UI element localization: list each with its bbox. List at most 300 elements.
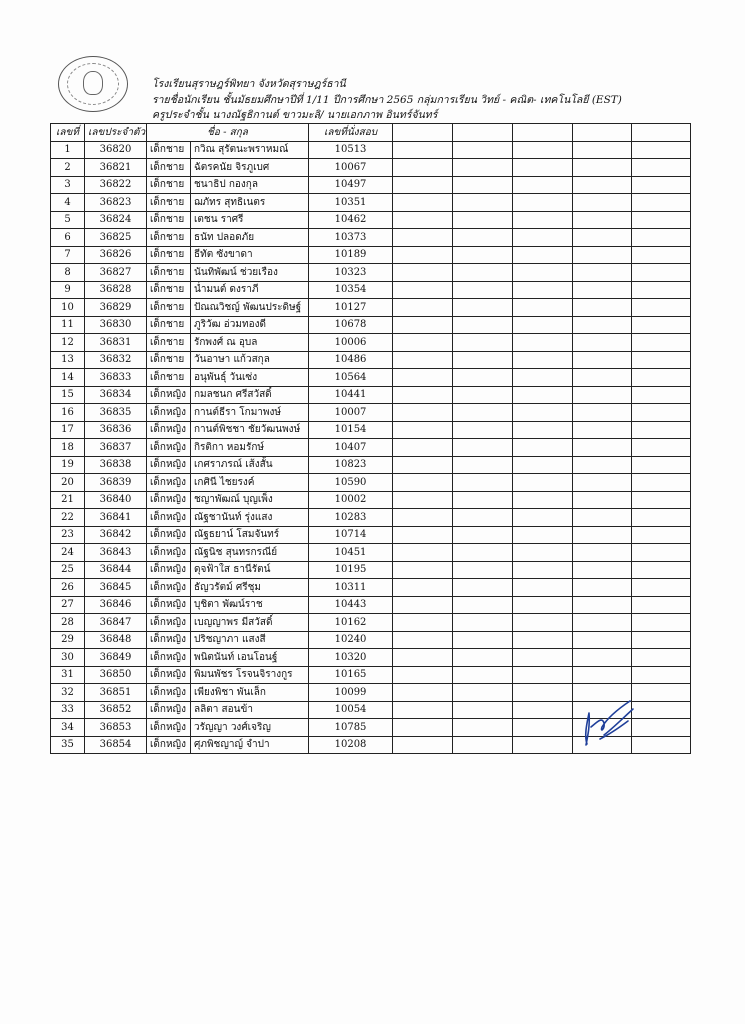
blank-cell [573,474,632,492]
student-name-cell: เบญญาพร มีสวัสดิ์ [191,614,309,632]
blank-cell [453,404,513,422]
row-number-cell: 8 [51,264,85,282]
column-header: ชื่อ - สกุล [147,124,309,142]
blank-cell [393,404,453,422]
row-number-cell: 20 [51,474,85,492]
student-name-cell: กิรติกา หอมรักษ์ [191,439,309,457]
student-name-cell: พิมนพัชร โรจนจิรางกูร [191,666,309,684]
blank-cell [632,246,691,264]
school-name-line: โรงเรียนสุราษฎร์พิทยา จังหวัดสุราษฎร์ธานี [152,78,346,90]
blank-cell [453,719,513,737]
name-prefix-cell: เด็กหญิง [147,719,191,737]
blank-cell [453,159,513,177]
blank-cell [573,334,632,352]
student-id-cell: 36826 [85,246,147,264]
exam-seat-cell: 10678 [309,316,393,334]
blank-cell [513,474,573,492]
blank-cell [513,264,573,282]
blank-cell [573,491,632,509]
row-number-cell: 27 [51,596,85,614]
row-number-cell: 22 [51,509,85,527]
blank-cell [453,421,513,439]
blank-cell [393,719,453,737]
name-prefix-cell: เด็กหญิง [147,544,191,562]
blank-cell [573,614,632,632]
row-number-cell: 15 [51,386,85,404]
blank-cell [513,229,573,247]
blank-cell [453,684,513,702]
table-row [51,176,691,194]
blank-cell [632,264,691,282]
blank-cell [393,526,453,544]
blank-cell [393,614,453,632]
exam-seat-cell: 10462 [309,211,393,229]
blank-cell [513,281,573,299]
blank-cell [453,456,513,474]
exam-seat-cell: 10714 [309,526,393,544]
row-number-cell: 4 [51,194,85,212]
exam-seat-cell: 10354 [309,281,393,299]
blank-cell [393,544,453,562]
row-number-cell: 13 [51,351,85,369]
blank-cell [453,544,513,562]
blank-cell [453,299,513,317]
blank-cell [513,701,573,719]
exam-seat-cell: 10373 [309,229,393,247]
row-number-cell: 11 [51,316,85,334]
blank-cell [632,666,691,684]
blank-cell [393,561,453,579]
row-number-cell: 2 [51,159,85,177]
student-name-cell: บุชิตา พัฒน์ราช [191,596,309,614]
blank-cell [513,614,573,632]
row-number-cell: 23 [51,526,85,544]
blank-cell [513,211,573,229]
exam-seat-cell: 10441 [309,386,393,404]
blank-cell [513,456,573,474]
blank-cell [513,631,573,649]
table-row [51,596,691,614]
exam-seat-cell: 10785 [309,719,393,737]
table-row [51,474,691,492]
blank-cell [513,141,573,159]
blank-cell [453,386,513,404]
blank-cell [573,194,632,212]
blank-cell [393,631,453,649]
blank-cell [513,561,573,579]
blank-cell [632,719,691,737]
student-name-cell: ณัฐชานันท์ รุ่งแสง [191,509,309,527]
student-name-cell: ปริชญาภา แสงสี [191,631,309,649]
blank-cell [573,386,632,404]
exam-seat-cell: 10165 [309,666,393,684]
blank-cell [453,439,513,457]
student-id-cell: 36839 [85,474,147,492]
row-number-cell: 19 [51,456,85,474]
student-id-cell: 36851 [85,684,147,702]
blank-cell [632,141,691,159]
blank-cell [393,141,453,159]
student-name-cell: ธนัท ปลอดภัย [191,229,309,247]
name-prefix-cell: เด็กหญิง [147,579,191,597]
blank-cell [453,736,513,754]
exam-seat-cell: 10497 [309,176,393,194]
blank-cell [573,666,632,684]
exam-seat-cell: 10323 [309,264,393,282]
student-id-cell: 36831 [85,334,147,352]
blank-cell [513,404,573,422]
name-prefix-cell: เด็กหญิง [147,649,191,667]
student-name-cell: ดุจฟ้าใส ธานีรัตน์ [191,561,309,579]
exam-seat-cell: 10590 [309,474,393,492]
name-prefix-cell: เด็กหญิง [147,614,191,632]
blank-cell [513,684,573,702]
exam-seat-cell: 10823 [309,456,393,474]
column-header [513,124,573,142]
row-number-cell: 18 [51,439,85,457]
blank-cell [573,421,632,439]
blank-cell [632,386,691,404]
name-prefix-cell: เด็กหญิง [147,631,191,649]
blank-cell [453,211,513,229]
blank-cell [513,509,573,527]
blank-cell [573,596,632,614]
row-number-cell: 1 [51,141,85,159]
blank-cell [513,439,573,457]
blank-cell [632,439,691,457]
blank-cell [573,211,632,229]
row-number-cell: 28 [51,614,85,632]
exam-seat-cell: 10443 [309,596,393,614]
name-prefix-cell: เด็กชาย [147,316,191,334]
name-prefix-cell: เด็กหญิง [147,596,191,614]
student-id-cell: 36854 [85,736,147,754]
name-prefix-cell: เด็กชาย [147,141,191,159]
name-prefix-cell: เด็กหญิง [147,474,191,492]
student-id-cell: 36838 [85,456,147,474]
student-id-cell: 36843 [85,544,147,562]
blank-cell [393,736,453,754]
student-id-cell: 36823 [85,194,147,212]
column-header: เลขที่นั่งสอบ [309,124,393,142]
student-id-cell: 36848 [85,631,147,649]
name-prefix-cell: เด็กหญิง [147,456,191,474]
table-row [51,666,691,684]
blank-cell [453,194,513,212]
student-id-cell: 36850 [85,666,147,684]
blank-cell [513,246,573,264]
student-name-cell: นันทิพัฒน์ ช่วยเรือง [191,264,309,282]
student-name-cell: กานต์พิชชา ชัยวัฒนพงษ์ [191,421,309,439]
blank-cell [453,579,513,597]
blank-cell [632,544,691,562]
name-prefix-cell: เด็กหญิง [147,509,191,527]
exam-seat-cell: 10240 [309,631,393,649]
blank-cell [632,491,691,509]
blank-cell [513,421,573,439]
blank-cell [393,194,453,212]
blank-cell [453,316,513,334]
blank-cell [453,246,513,264]
name-prefix-cell: เด็กหญิง [147,526,191,544]
table-row [51,386,691,404]
blank-cell [573,316,632,334]
row-number-cell: 30 [51,649,85,667]
table-row [51,194,691,212]
blank-cell [393,456,453,474]
name-prefix-cell: เด็กหญิง [147,561,191,579]
blank-cell [453,701,513,719]
blank-cell [393,334,453,352]
student-name-cell: เพียงพิชา พันเล็ก [191,684,309,702]
column-header [453,124,513,142]
blank-cell [632,299,691,317]
blank-cell [573,281,632,299]
name-prefix-cell: เด็กชาย [147,159,191,177]
student-name-cell: ณัฐนิช สุนทรกรณีย์ [191,544,309,562]
column-header [632,124,691,142]
exam-seat-cell: 10564 [309,369,393,387]
row-number-cell: 29 [51,631,85,649]
row-number-cell: 9 [51,281,85,299]
table-row [51,456,691,474]
row-number-cell: 21 [51,491,85,509]
exam-seat-cell: 10513 [309,141,393,159]
blank-cell [573,141,632,159]
student-name-cell: เกศินี ไชยรงค์ [191,474,309,492]
row-number-cell: 10 [51,299,85,317]
blank-cell [453,631,513,649]
blank-cell [513,596,573,614]
student-name-cell: น่ำมนต์ ดงราภี [191,281,309,299]
student-name-cell: ฌภัทร สุทธิเนตร [191,194,309,212]
blank-cell [573,299,632,317]
student-id-cell: 36821 [85,159,147,177]
student-name-cell: ชนาธิป กองกุล [191,176,309,194]
student-name-cell: เตชน ราศรี [191,211,309,229]
blank-cell [632,579,691,597]
exam-seat-cell: 10067 [309,159,393,177]
blank-cell [393,316,453,334]
blank-cell [632,159,691,177]
exam-seat-cell: 10195 [309,561,393,579]
row-number-cell: 17 [51,421,85,439]
student-name-cell: ณัฐธยาน์ โสมจันทร์ [191,526,309,544]
row-number-cell: 12 [51,334,85,352]
blank-cell [513,369,573,387]
blank-cell [513,176,573,194]
blank-cell [573,561,632,579]
row-number-cell: 7 [51,246,85,264]
blank-cell [453,176,513,194]
blank-cell [393,264,453,282]
blank-cell [632,509,691,527]
student-name-cell: กวิณ สุรัตนะพราหมณ์ [191,141,309,159]
name-prefix-cell: เด็กชาย [147,176,191,194]
blank-cell [393,596,453,614]
blank-cell [453,596,513,614]
blank-cell [393,246,453,264]
student-id-cell: 36828 [85,281,147,299]
row-number-cell: 24 [51,544,85,562]
blank-cell [632,316,691,334]
exam-seat-cell: 10006 [309,334,393,352]
table-row [51,299,691,317]
table-row [51,246,691,264]
exam-seat-cell: 10351 [309,194,393,212]
name-prefix-cell: เด็กหญิง [147,736,191,754]
row-number-cell: 5 [51,211,85,229]
table-header-row [51,124,691,142]
blank-cell [513,526,573,544]
blank-cell [573,649,632,667]
student-id-cell: 36842 [85,526,147,544]
student-id-cell: 36822 [85,176,147,194]
blank-cell [513,736,573,754]
row-number-cell: 35 [51,736,85,754]
blank-cell [453,229,513,247]
student-id-cell: 36840 [85,491,147,509]
name-prefix-cell: เด็กชาย [147,194,191,212]
blank-cell [453,561,513,579]
blank-cell [573,404,632,422]
student-name-cell: รักพงศ์ ณ อุบล [191,334,309,352]
student-id-cell: 36827 [85,264,147,282]
blank-cell [632,736,691,754]
table-row [51,334,691,352]
name-prefix-cell: เด็กหญิง [147,666,191,684]
blank-cell [573,246,632,264]
student-id-cell: 36841 [85,509,147,527]
student-name-cell: วันอาษา แก้วสกุล [191,351,309,369]
student-id-cell: 36845 [85,579,147,597]
name-prefix-cell: เด็กชาย [147,281,191,299]
table-row [51,491,691,509]
blank-cell [573,631,632,649]
blank-cell [513,544,573,562]
blank-cell [393,211,453,229]
blank-cell [453,264,513,282]
exam-seat-cell: 10486 [309,351,393,369]
exam-seat-cell: 10002 [309,491,393,509]
blank-cell [632,229,691,247]
blank-cell [393,281,453,299]
document-header [152,77,712,124]
table-row [51,439,691,457]
table-row [51,421,691,439]
exam-seat-cell: 10311 [309,579,393,597]
blank-cell [453,351,513,369]
exam-seat-cell: 10189 [309,246,393,264]
row-number-cell: 6 [51,229,85,247]
student-name-cell: วรัญญา วงศ์เจริญ [191,719,309,737]
name-prefix-cell: เด็กชาย [147,299,191,317]
blank-cell [573,229,632,247]
student-name-cell: ฉัตรคนัย จิรภูเบศ [191,159,309,177]
name-prefix-cell: เด็กชาย [147,246,191,264]
column-header [393,124,453,142]
blank-cell [513,719,573,737]
blank-cell [632,684,691,702]
student-name-cell: ภูริวัฒ อ่วมทองดี [191,316,309,334]
exam-seat-cell: 10007 [309,404,393,422]
name-prefix-cell: เด็กชาย [147,264,191,282]
blank-cell [632,404,691,422]
blank-cell [513,316,573,334]
blank-cell [632,631,691,649]
table-row [51,526,691,544]
exam-seat-cell: 10451 [309,544,393,562]
table-row [51,509,691,527]
exam-seat-cell: 10320 [309,649,393,667]
blank-cell [513,194,573,212]
blank-cell [573,456,632,474]
table-row [51,544,691,562]
student-id-cell: 36837 [85,439,147,457]
blank-cell [632,351,691,369]
blank-cell [632,526,691,544]
blank-cell [573,159,632,177]
blank-cell [393,229,453,247]
column-header: เลขที่ [51,124,85,142]
blank-cell [632,281,691,299]
blank-cell [393,649,453,667]
exam-seat-cell: 10407 [309,439,393,457]
class-list-line: รายชื่อนักเรียน ชั้นมัธยมศึกษาปีที่ 1/11 ปีการศึกษา 2565 กลุ่มการเรียน วิทย์ - คณิต- เทคโนโลยี (EST) [152,93,622,106]
blank-cell [393,666,453,684]
table-body [51,141,691,754]
student-id-cell: 36835 [85,404,147,422]
student-id-cell: 36830 [85,316,147,334]
student-id-cell: 36824 [85,211,147,229]
row-number-cell: 33 [51,701,85,719]
student-id-cell: 36820 [85,141,147,159]
table-row [51,211,691,229]
row-number-cell: 3 [51,176,85,194]
exam-seat-cell: 10054 [309,701,393,719]
table-row [51,561,691,579]
blank-cell [453,334,513,352]
student-id-cell: 36829 [85,299,147,317]
exam-seat-cell: 10162 [309,614,393,632]
blank-cell [513,299,573,317]
blank-cell [632,614,691,632]
blank-cell [453,614,513,632]
student-name-cell: ลลิตา สอนข้า [191,701,309,719]
student-id-cell: 36834 [85,386,147,404]
blank-cell [632,211,691,229]
blank-cell [513,159,573,177]
row-number-cell: 16 [51,404,85,422]
table-row [51,316,691,334]
blank-cell [632,596,691,614]
blank-cell [573,579,632,597]
row-number-cell: 34 [51,719,85,737]
table-row [51,351,691,369]
exam-seat-cell: 10154 [309,421,393,439]
student-name-cell: ศุภพิชญาญ์ จำปา [191,736,309,754]
table-row [51,141,691,159]
table-row [51,159,691,177]
blank-cell [632,334,691,352]
blank-cell [632,701,691,719]
blank-cell [393,491,453,509]
name-prefix-cell: เด็กหญิง [147,684,191,702]
name-prefix-cell: เด็กชาย [147,229,191,247]
blank-cell [453,666,513,684]
student-id-cell: 36833 [85,369,147,387]
blank-cell [393,439,453,457]
